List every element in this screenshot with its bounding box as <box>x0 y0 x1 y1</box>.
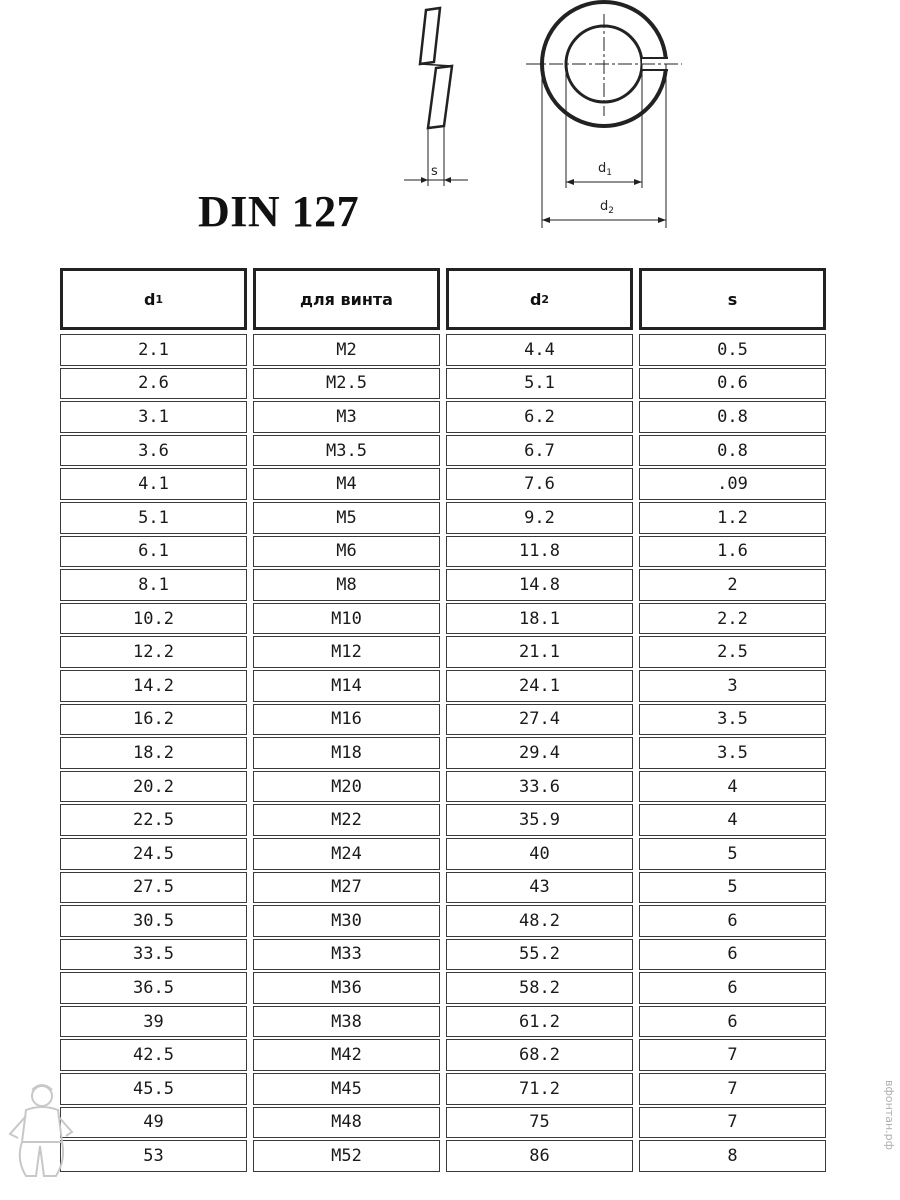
table-row <box>60 603 826 637</box>
cell-d1: 45.5 <box>60 1073 247 1105</box>
cell-d1: 36.5 <box>60 972 247 1004</box>
cell-d1: 16.2 <box>60 704 247 736</box>
table-row <box>60 1107 826 1141</box>
cell-s: 0.6 <box>639 368 826 400</box>
cell-d1: 42.5 <box>60 1039 247 1071</box>
cell-d1: 24.5 <box>60 838 247 870</box>
cell-s: 0.8 <box>639 401 826 433</box>
washer-profile-drawing <box>398 0 488 200</box>
cell-d2: 68.2 <box>446 1039 633 1071</box>
cell-screw: M3.5 <box>253 435 440 467</box>
cell-screw: M22 <box>253 804 440 836</box>
table-row <box>60 872 826 906</box>
cell-s: 2.2 <box>639 603 826 635</box>
cell-screw: M4 <box>253 468 440 500</box>
table-row <box>60 334 826 368</box>
cell-s: 2 <box>639 569 826 601</box>
cell-s: 0.8 <box>639 435 826 467</box>
cell-d2: 24.1 <box>446 670 633 702</box>
cell-s: 5 <box>639 838 826 870</box>
cell-s: 2.5 <box>639 636 826 668</box>
dimension-d2-label: $d_2$ <box>600 199 614 216</box>
table-row <box>60 1140 826 1174</box>
table-row <box>60 435 826 469</box>
cell-d1: 6.1 <box>60 536 247 568</box>
cell-d2: 18.1 <box>446 603 633 635</box>
table-row <box>60 368 826 402</box>
cell-d2: 7.6 <box>446 468 633 500</box>
cell-s: 1.2 <box>639 502 826 534</box>
cell-screw: M2 <box>253 334 440 366</box>
cell-d2: 71.2 <box>446 1073 633 1105</box>
cell-s: 1.6 <box>639 536 826 568</box>
table-row <box>60 636 826 670</box>
cell-screw: M20 <box>253 771 440 803</box>
cell-d1: 4.1 <box>60 468 247 500</box>
cell-s: 4 <box>639 804 826 836</box>
table-row <box>60 536 826 570</box>
cell-d1: 30.5 <box>60 905 247 937</box>
cell-screw: M3 <box>253 401 440 433</box>
cell-d1: 49 <box>60 1107 247 1139</box>
site-watermark: вфонтан.рф <box>883 1080 896 1151</box>
cell-d2: 21.1 <box>446 636 633 668</box>
cell-s: 0.5 <box>639 334 826 366</box>
cell-d2: 86 <box>446 1140 633 1172</box>
table-row <box>60 838 826 872</box>
header-s: s <box>639 268 826 330</box>
cell-d2: 5.1 <box>446 368 633 400</box>
cell-d2: 43 <box>446 872 633 904</box>
cell-s: 6 <box>639 1006 826 1038</box>
cell-d1: 14.2 <box>60 670 247 702</box>
cell-d2: 58.2 <box>446 972 633 1004</box>
table-row <box>60 1073 826 1107</box>
header-screw: для винта <box>253 268 440 330</box>
cell-d2: 14.8 <box>446 569 633 601</box>
cell-d1: 2.1 <box>60 334 247 366</box>
cell-s: 7 <box>639 1107 826 1139</box>
table-row <box>60 804 826 838</box>
table-header <box>60 268 826 330</box>
table-row <box>60 972 826 1006</box>
dimension-s-label: s <box>431 164 438 179</box>
cell-screw: M8 <box>253 569 440 601</box>
cell-d1: 12.2 <box>60 636 247 668</box>
cell-d2: 6.7 <box>446 435 633 467</box>
header-d2: d 2 <box>446 268 633 330</box>
cell-d1: 27.5 <box>60 872 247 904</box>
table-row <box>60 704 826 738</box>
cell-screw: M42 <box>253 1039 440 1071</box>
cell-screw: M14 <box>253 670 440 702</box>
header-d1: d 1 <box>60 268 247 330</box>
table-row <box>60 468 826 502</box>
table-row <box>60 771 826 805</box>
cell-s: 6 <box>639 939 826 971</box>
cell-screw: M27 <box>253 872 440 904</box>
cell-screw: M16 <box>253 704 440 736</box>
cell-s: 6 <box>639 905 826 937</box>
table-row <box>60 502 826 536</box>
cell-screw: M6 <box>253 536 440 568</box>
cell-screw: M2.5 <box>253 368 440 400</box>
cell-d2: 27.4 <box>446 704 633 736</box>
cell-d1: 22.5 <box>60 804 247 836</box>
table-row <box>60 737 826 771</box>
cell-screw: M10 <box>253 603 440 635</box>
cell-screw: M24 <box>253 838 440 870</box>
dimension-d1-label: $d_1$ <box>598 161 612 178</box>
cell-screw: M36 <box>253 972 440 1004</box>
cell-screw: M30 <box>253 905 440 937</box>
cell-d2: 75 <box>446 1107 633 1139</box>
cell-d1: 33.5 <box>60 939 247 971</box>
cell-d1: 20.2 <box>60 771 247 803</box>
cell-screw: M52 <box>253 1140 440 1172</box>
cell-d1: 3.1 <box>60 401 247 433</box>
cell-screw: M45 <box>253 1073 440 1105</box>
cell-d2: 48.2 <box>446 905 633 937</box>
cell-d1: 5.1 <box>60 502 247 534</box>
cell-screw: M38 <box>253 1006 440 1038</box>
cell-d2: 35.9 <box>446 804 633 836</box>
cell-d2: 40 <box>446 838 633 870</box>
cell-s: 3.5 <box>639 737 826 769</box>
table-row <box>60 939 826 973</box>
table-row <box>60 1006 826 1040</box>
cell-d2: 4.4 <box>446 334 633 366</box>
cell-d1: 2.6 <box>60 368 247 400</box>
table-row <box>60 569 826 603</box>
plumber-mascot-icon <box>6 1080 76 1190</box>
cell-d1: 18.2 <box>60 737 247 769</box>
cell-s: 5 <box>639 872 826 904</box>
cell-d2: 33.6 <box>446 771 633 803</box>
cell-screw: M5 <box>253 502 440 534</box>
cell-d1: 39 <box>60 1006 247 1038</box>
cell-s: 4 <box>639 771 826 803</box>
cell-d2: 55.2 <box>446 939 633 971</box>
table-row <box>60 905 826 939</box>
cell-d2: 29.4 <box>446 737 633 769</box>
cell-d1: 10.2 <box>60 603 247 635</box>
table-row <box>60 401 826 435</box>
cell-d1: 3.6 <box>60 435 247 467</box>
cell-d1: 8.1 <box>60 569 247 601</box>
table-row <box>60 1039 826 1073</box>
cell-d2: 9.2 <box>446 502 633 534</box>
cell-d2: 11.8 <box>446 536 633 568</box>
cell-screw: M18 <box>253 737 440 769</box>
page-title: DIN 127 <box>198 187 360 236</box>
cell-s: 3.5 <box>639 704 826 736</box>
washer-front-drawing <box>520 0 690 230</box>
cell-d1: 53 <box>60 1140 247 1172</box>
cell-screw: M33 <box>253 939 440 971</box>
table-body <box>60 334 826 1174</box>
cell-s: .09 <box>639 468 826 500</box>
cell-s: 8 <box>639 1140 826 1172</box>
cell-screw: M48 <box>253 1107 440 1139</box>
table-row <box>60 670 826 704</box>
cell-s: 3 <box>639 670 826 702</box>
cell-d2: 61.2 <box>446 1006 633 1038</box>
cell-s: 7 <box>639 1039 826 1071</box>
cell-screw: M12 <box>253 636 440 668</box>
cell-s: 7 <box>639 1073 826 1105</box>
cell-s: 6 <box>639 972 826 1004</box>
cell-d2: 6.2 <box>446 401 633 433</box>
